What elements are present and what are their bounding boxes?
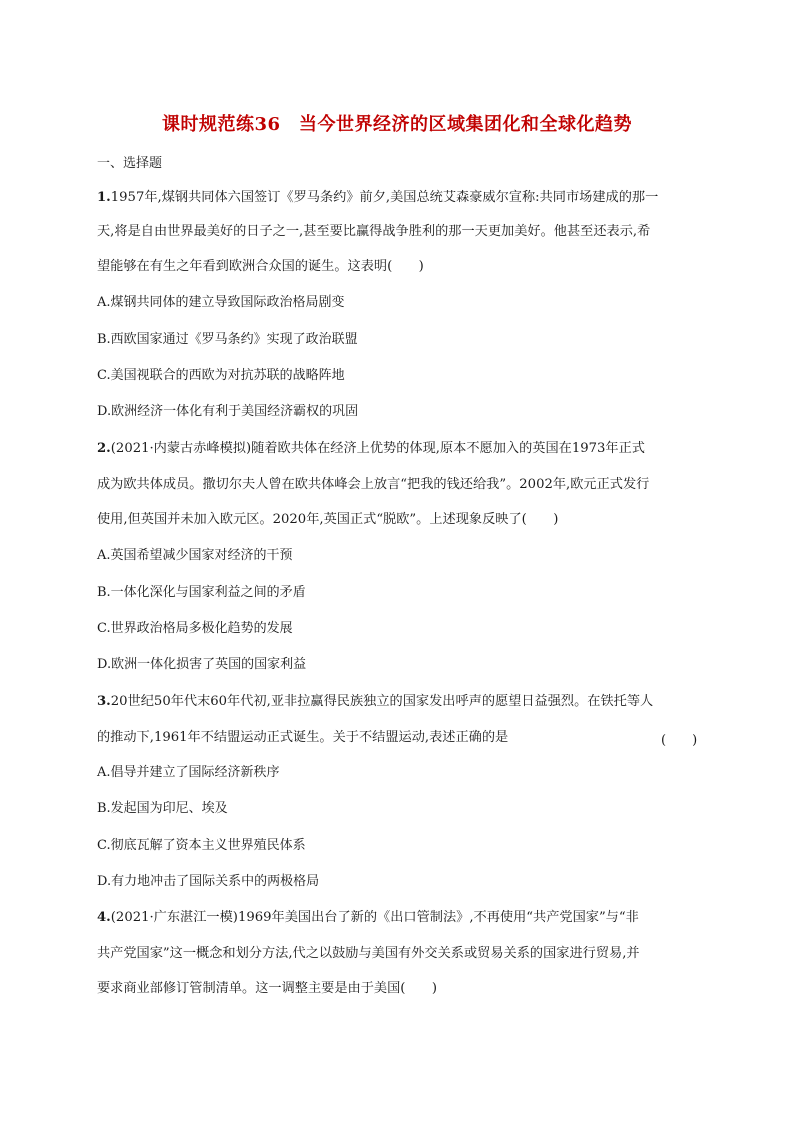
question-2-option-d: D.欧洲一体化损害了英国的国家利益 <box>97 657 307 672</box>
question-1-line-1 <box>97 189 697 207</box>
question-4-line-1 <box>97 909 697 927</box>
question-3-answer-blank: ( ) <box>661 733 698 748</box>
question-1-option-a: A.煤钢共同体的建立导致国际政治格局剧变 <box>97 295 345 310</box>
question-3-option-c: C.彻底瓦解了资本主义世界殖民体系 <box>97 838 306 853</box>
question-1-line-2: 天,将是自由世界最美好的日子之一,甚至要比赢得战争胜利的那一天更加美好。他甚至还表示,希 <box>97 224 651 239</box>
question-3-option-b: B.发起国为印尼、埃及 <box>97 801 228 816</box>
question-3-line-2: 的推动下,1961年不结盟运动正式诞生。关于不结盟运动,表述正确的是 <box>97 730 509 745</box>
question-3-number: 3. <box>97 694 111 709</box>
question-2-line-3: 使用,但英国并未加入欧元区。2020年,英国正式“脱欧”。上述现象反映了( ) <box>97 512 559 527</box>
question-3-option-a: A.倡导并建立了国际经济新秩序 <box>97 765 280 780</box>
question-2-line-1 <box>97 440 697 458</box>
section-heading: 一、选择题 <box>97 156 163 171</box>
question-2-option-c: C.世界政治格局多极化趋势的发展 <box>97 621 293 636</box>
question-3-text: 20世纪50年代末60年代初,亚非拉赢得民族独立的国家发出呼声的愿望日益强烈。在铁托等人 <box>110 694 654 709</box>
question-4-line-2: 共产党国家”这一概念和划分方法,代之以鼓励与美国有外交关系或贸易关系的国家进行贸易,并 <box>97 946 640 961</box>
question-2-option-b: B.一体化深化与国家利益之间的矛盾 <box>97 585 306 600</box>
question-1-line-3: 望能够在有生之年看到欧洲合众国的诞生。这表明( ) <box>97 259 424 274</box>
question-1-option-c: C.美国视联合的西欧为对抗苏联的战略阵地 <box>97 368 345 383</box>
question-3-option-d: D.有力地冲击了国际关系中的两极格局 <box>97 874 320 889</box>
question-1-number: 1. <box>97 190 111 205</box>
question-1-option-d: D.欧洲经济一体化有利于美国经济霸权的巩固 <box>97 404 359 419</box>
question-2-line-2: 成为欧共体成员。撒切尔夫人曾在欧共体峰会上放言“把我的钱还给我”。2002年,欧元正式发行 <box>97 477 650 492</box>
question-3-line-1 <box>97 693 697 711</box>
question-2-number: 2. <box>97 441 111 456</box>
question-1-option-b: B.西欧国家通过《罗马条约》实现了政治联盟 <box>97 332 358 347</box>
question-2-option-a: A.英国希望减少国家对经济的干预 <box>97 548 293 563</box>
page-title: 课时规范练36 当今世界经济的区域集团化和全球化趋势 <box>161 114 633 135</box>
question-2-text: (2021·内蒙古赤峰模拟)随着欧共体在经济上优势的体现,原本不愿加入的英国在1973年正式 <box>110 441 645 456</box>
question-1-text: 1957年,煤钢共同体六国签订《罗马条约》前夕,美国总统艾森豪威尔宣称:共同市场建成的那一 <box>110 190 659 205</box>
question-4-line-3: 要求商业部修订管制清单。这一调整主要是由于美国( ) <box>97 981 437 996</box>
question-4-number: 4. <box>97 910 111 925</box>
question-4-text: (2021·广东湛江一模)1969年美国出台了新的《出口管制法》,不再使用“共产党国家”与“非 <box>110 910 639 925</box>
